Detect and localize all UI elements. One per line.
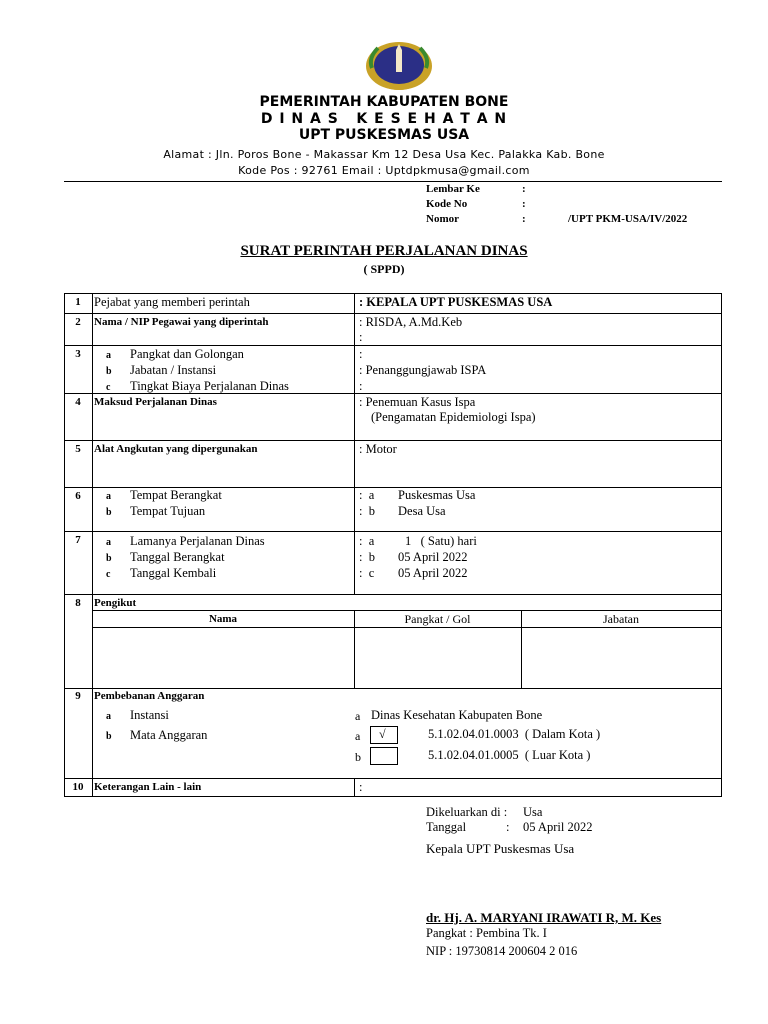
nomor-value: /UPT PKM-USA/IV/2022 — [568, 213, 688, 225]
header-address: Alamat : Jln. Poros Bone - Makassar Km 12 Desa Usa Kec. Palakka Kab. Bone — [163, 148, 605, 161]
row9-b-label: Mata Anggaran — [130, 728, 208, 742]
row2-value: : RISDA, A.Md.Keb — [359, 315, 463, 329]
kode-label: Kode No — [426, 198, 468, 210]
row7-b-value-prefix: : b — [359, 550, 375, 564]
row7-b-marker: b — [106, 553, 112, 564]
signer-name: dr. Hj. A. MARYANI IRAWATI R, M. Kes — [426, 910, 662, 925]
row8-label: Pengikut — [94, 597, 137, 609]
row2-number: 2 — [75, 316, 81, 328]
signer-position: Kepala UPT Puskesmas Usa — [426, 841, 575, 856]
nomor-label: Nomor — [426, 213, 459, 225]
row4-label: Maksud Perjalanan Dinas — [94, 396, 217, 408]
row3-b-value: : Penanggungjawab ISPA — [359, 363, 487, 377]
row7-c-value: 05 April 2022 — [398, 566, 468, 580]
col-jabatan-header: Jabatan — [603, 612, 639, 626]
row3-c-label: Tingkat Biaya Perjalanan Dinas — [130, 379, 289, 393]
lembar-colon: : — [522, 183, 526, 195]
row1-value: : KEPALA UPT PUSKESMAS USA — [359, 295, 553, 309]
row2-value2: : — [359, 330, 363, 344]
signer-rank: Pangkat : Pembina Tk. I — [426, 926, 547, 940]
row9-b-marker: b — [106, 731, 112, 742]
date-label: Tanggal — [426, 820, 467, 834]
row1-label: Pejabat yang memberi perintah — [94, 295, 250, 309]
header-line3: UPT PUSKESMAS USA — [298, 127, 470, 143]
issued-at-value: Usa — [523, 805, 543, 819]
kode-colon: : — [522, 198, 526, 210]
row7-a-label: Lamanya Perjalanan Dinas — [130, 534, 265, 548]
header-divider — [64, 181, 722, 182]
row6-a-value: Puskesmas Usa — [398, 488, 476, 502]
row3-b-label: Jabatan / Instansi — [130, 363, 217, 377]
header-line2: D I N A S K E S E H A T A N — [260, 111, 508, 127]
header-line1: PEMERINTAH KABUPATEN BONE — [259, 94, 509, 110]
option-b-marker: b — [355, 750, 361, 764]
row6-a-label: Tempat Berangkat — [130, 488, 222, 502]
lembar-label: Lembar Ke — [426, 183, 480, 195]
row7-number: 7 — [75, 534, 81, 546]
row3-c-value: : — [359, 379, 363, 393]
row5-number: 5 — [75, 443, 81, 455]
row10-label: Keterangan Lain - lain — [94, 781, 202, 793]
row10-value: : — [359, 780, 363, 794]
date-colon: : — [506, 820, 510, 834]
row3-a-value: : — [359, 347, 363, 361]
row7-c-value-prefix: : c — [359, 566, 375, 580]
row6-number: 6 — [75, 490, 81, 502]
row1-number: 1 — [75, 296, 81, 308]
row4-number: 4 — [75, 396, 81, 408]
row9-a-label: Instansi — [130, 708, 169, 722]
row6-b-value-prefix: : b — [359, 504, 375, 518]
row7-c-marker: c — [106, 569, 111, 580]
row10-number: 10 — [72, 781, 84, 793]
row3-a-label: Pangkat dan Golongan — [130, 347, 244, 361]
row7-a-value-prefix: : a — [359, 534, 375, 548]
date-value: 05 April 2022 — [523, 820, 593, 834]
row3-c-marker: c — [106, 382, 111, 393]
row3-number: 3 — [75, 348, 81, 360]
doc-subtitle: ( SPPD) — [363, 262, 405, 276]
row7-a-marker: a — [106, 537, 111, 548]
row9-a-marker: a — [106, 711, 111, 722]
option-a-marker: a — [355, 729, 361, 743]
option-b-checkbox[interactable] — [370, 747, 398, 765]
row6-a-value-prefix: : a — [359, 488, 375, 502]
row9-label: Pembebanan Anggaran — [94, 690, 205, 702]
row4-value2: (Pengamatan Epidemiologi Ispa) — [371, 410, 536, 424]
row6-a-marker: a — [106, 491, 111, 502]
signer-nip: NIP : 19730814 200604 2 016 — [426, 944, 578, 958]
row7-a-value: 1 ( Satu) hari — [405, 534, 477, 548]
row6-b-label: Tempat Tujuan — [130, 504, 206, 518]
doc-title: SURAT PERINTAH PERJALANAN DINAS — [240, 243, 528, 259]
option-a-text: 5.1.02.04.01.0003 ( Dalam Kota ) — [428, 727, 601, 741]
row8-number: 8 — [75, 597, 81, 609]
row7-c-label: Tanggal Kembali — [130, 566, 217, 580]
row6-b-value: Desa Usa — [398, 504, 446, 518]
row9-number: 9 — [75, 690, 81, 702]
row9-a-value: Dinas Kesehatan Kabupaten Bone — [371, 708, 543, 722]
col-nama-header: Nama — [208, 613, 238, 625]
row6-b-marker: b — [106, 507, 112, 518]
row9-a-value-prefix: a — [355, 709, 361, 723]
row7-b-label: Tanggal Berangkat — [130, 550, 225, 564]
header-contact: Kode Pos : 92761 Email : Uptdpkmusa@gmail.com — [238, 164, 530, 177]
issued-at-label: Dikeluarkan di : — [426, 805, 508, 819]
row4-value: : Penemuan Kasus Ispa — [359, 395, 476, 409]
row3-a-marker: a — [106, 350, 111, 361]
row2-label: Nama / NIP Pegawai yang diperintah — [94, 316, 269, 328]
row5-label: Alat Angkutan yang dipergunakan — [94, 443, 258, 455]
nomor-colon: : — [522, 213, 526, 225]
option-a-checkbox[interactable] — [370, 726, 398, 744]
logo — [364, 38, 434, 94]
col-pangkat-header: Pangkat / Gol — [404, 612, 471, 626]
row7-b-value: 05 April 2022 — [398, 550, 468, 564]
row5-value: : Motor — [359, 442, 397, 456]
check-icon: √ — [379, 727, 386, 741]
row3-b-marker: b — [106, 366, 112, 377]
option-b-text: 5.1.02.04.01.0005 ( Luar Kota ) — [428, 748, 591, 762]
